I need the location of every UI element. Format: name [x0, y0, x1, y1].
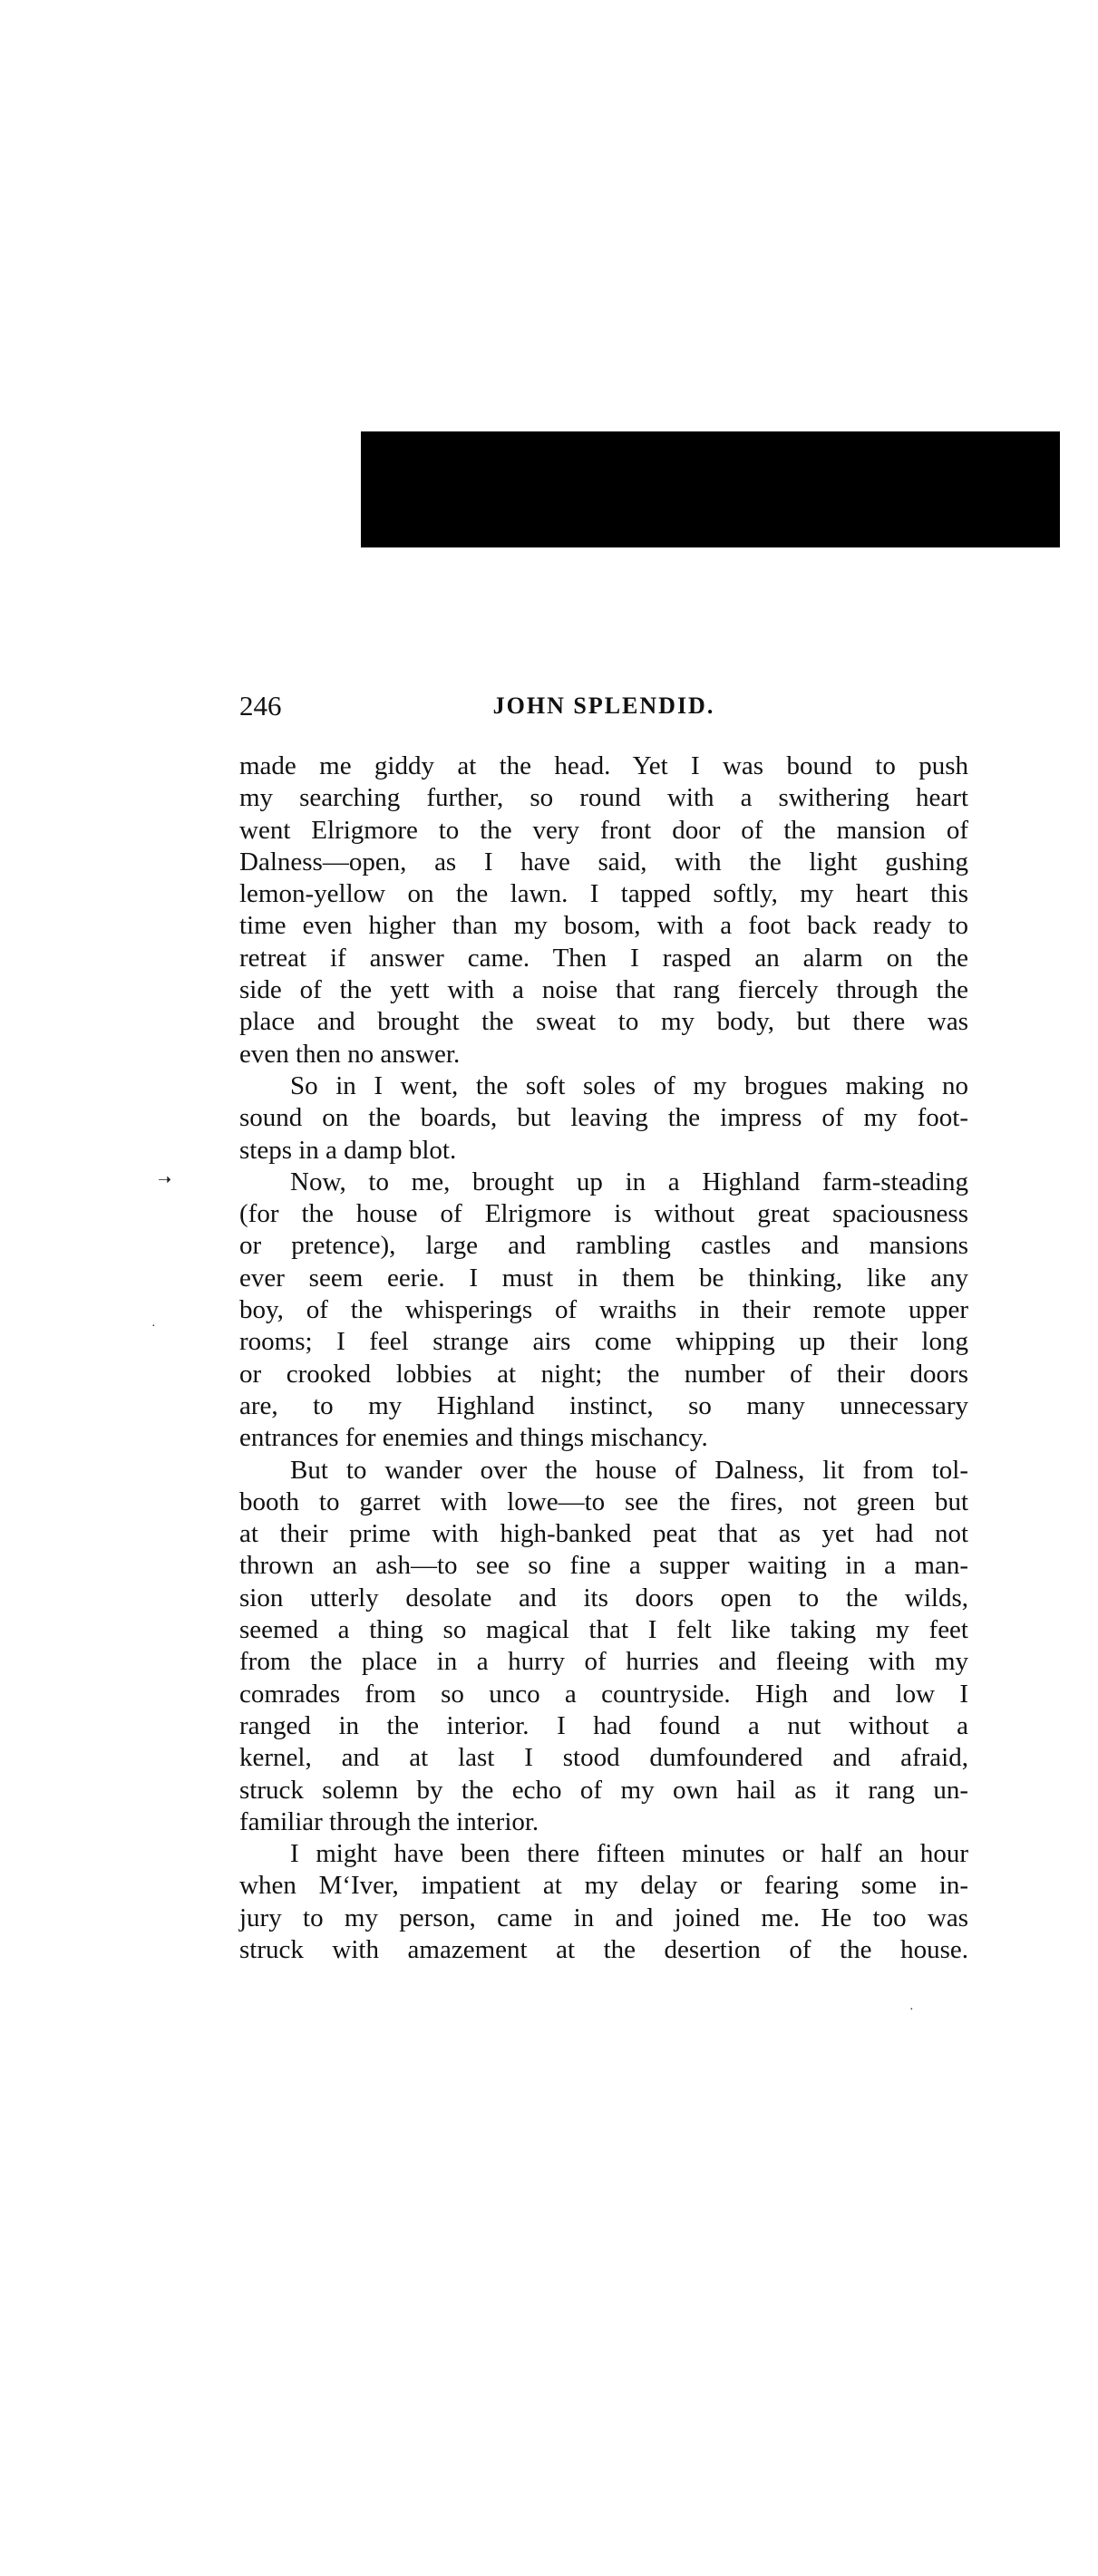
- paragraph: [239, 1838, 968, 1966]
- text-line: my searching further, so round with a swithering heart: [239, 783, 968, 813]
- text-line: (for the house of Elrigmore is without great spaciousness: [239, 1199, 968, 1229]
- text-line: went Elrigmore to the very front door of the mansion of: [239, 815, 968, 845]
- text-line: even then no answer.: [239, 1039, 461, 1069]
- paragraph: [239, 1167, 968, 1455]
- text-line: made me giddy at the head. Yet I was bound to push: [239, 751, 968, 780]
- text-line: side of the yett with a noise that rang fiercely through the: [239, 975, 968, 1005]
- text-line: boy, of the whisperings of wraiths in their remote upper: [239, 1295, 968, 1325]
- text-line: seemed a thing so magical that I felt like taking my feet: [239, 1615, 968, 1645]
- text-line: ranged in the interior. I had found a nut without a: [239, 1710, 968, 1740]
- text-line: ever seem eerie. I must in them be thinking, like any: [239, 1263, 968, 1293]
- text-line: steps in a damp blot.: [239, 1135, 457, 1165]
- text-line: rooms; I feel strange airs come whipping up their long: [239, 1327, 968, 1357]
- text-line: sion utterly desolate and its doors open to the wilds,: [239, 1583, 968, 1612]
- text-line: jury to my person, came in and joined me. He too was: [239, 1903, 968, 1932]
- footer-dot-mark: ·: [909, 2003, 914, 2017]
- text-line: Now, to me, brought up in a Highland farm-steading: [290, 1167, 968, 1196]
- text-line: entrances for enemies and things mischancy.: [239, 1423, 708, 1453]
- text-line: struck solemn by the echo of my own hail as it rang un-: [239, 1775, 968, 1805]
- text-line: comrades from so unco a countryside. High and low I: [239, 1679, 968, 1709]
- text-line: lemon-yellow on the lawn. I tapped softly, my heart this: [239, 879, 968, 909]
- redaction-bar: [361, 431, 1060, 547]
- text-line: Dalness—open, as I have said, with the light gushing: [239, 847, 968, 876]
- text-line: So in I went, the soft soles of my brogues making no: [290, 1070, 968, 1100]
- text-line: time even higher than my bosom, with a foot back ready to: [239, 911, 968, 941]
- margin-dot-mark: ·: [151, 1320, 156, 1333]
- text-line: sound on the boards, but leaving the impress of my foot-: [239, 1103, 968, 1133]
- text-line: place and brought the sweat to my body, but there was: [239, 1007, 968, 1037]
- text-line: when M‘Iver, impatient at my delay or fearing some in-: [239, 1871, 968, 1901]
- page-number: 246: [239, 690, 282, 721]
- paragraph: [239, 1070, 968, 1167]
- text-line: I might have been there fifteen minutes or half an hour: [290, 1839, 968, 1869]
- text-line: thrown an ash—to see so fine a supper waiting in a man-: [239, 1551, 968, 1581]
- body-text: [239, 751, 968, 1966]
- text-line: booth to garret with lowe—to see the fires, not green but: [239, 1487, 968, 1516]
- text-line: familiar through the interior.: [239, 1806, 539, 1836]
- paragraph: [239, 751, 968, 1070]
- text-line: retreat if answer came. Then I rasped an alarm on the: [239, 943, 968, 973]
- margin-arrow-mark: ➝: [158, 1170, 172, 1188]
- text-line: or pretence), large and rambling castles and mansions: [239, 1231, 968, 1261]
- page-header: [239, 688, 968, 724]
- text-line: or crooked lobbies at night; the number of their doors: [239, 1359, 968, 1389]
- running-title: JOHN SPLENDID.: [492, 692, 715, 719]
- text-line: at their prime with high-banked peat that as yet had not: [239, 1519, 968, 1549]
- text-line: struck with amazement at the desertion of the house.: [239, 1934, 968, 1964]
- paragraph: [239, 1455, 968, 1839]
- text-line: from the place in a hurry of hurries and fleeing with my: [239, 1647, 968, 1677]
- text-line: are, to my Highland instinct, so many unnecessary: [239, 1390, 968, 1420]
- text-line: But to wander over the house of Dalness, lit from tol-: [290, 1455, 968, 1485]
- text-line: kernel, and at last I stood dumfoundered and afraid,: [239, 1743, 968, 1773]
